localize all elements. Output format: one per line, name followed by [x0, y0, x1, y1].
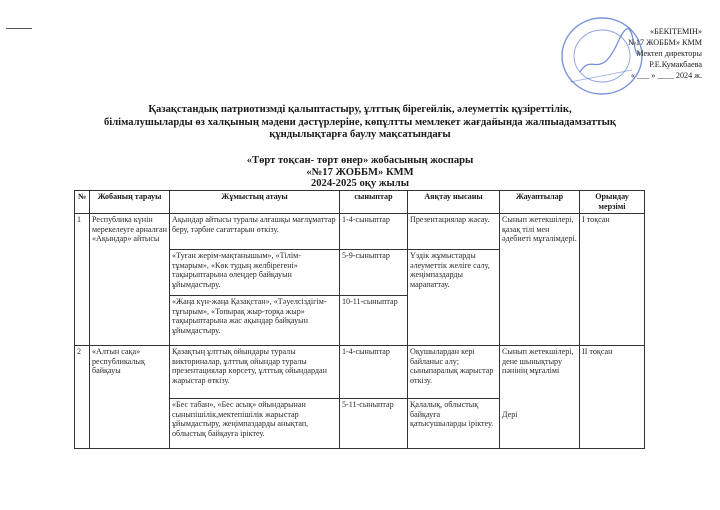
grade-cell: 1-4-сыныптар — [340, 346, 408, 399]
plan-title-line: «№17 ЖОББМ» КММ — [306, 166, 414, 178]
document-heading — [0, 104, 720, 142]
table-header-row — [75, 191, 645, 214]
col-header-term: Орындау мерзімі — [580, 191, 645, 214]
heading-line: білімалушыларды өз халқының мәдени дәстүрлеріне, көпұлтты мемлекет жағдайында жалпыадамзаттық — [104, 116, 616, 128]
row-number: 1 — [75, 214, 90, 346]
col-header-completion: Аяқтау нысаны — [408, 191, 500, 214]
responsible-cell — [500, 346, 580, 449]
approval-line: №17 ЖОББМ» КММ — [628, 38, 702, 47]
table-row — [75, 346, 645, 399]
grade-cell: 5-11-сыныптар — [340, 399, 408, 449]
plan-table — [74, 190, 645, 449]
approval-line: Р.Е.Кумакбаева — [649, 60, 702, 69]
heading-line: құндылықтарға баулу мақсатындағы — [269, 129, 451, 140]
grade-cell: 10-11-сыныптар — [340, 296, 408, 346]
responsible-cell: Сынып жетекшілері, қазақ тілі мен әдебиеті мұғалімдері. — [500, 214, 580, 346]
activity-cell: «Жаңа күн-жаңа Қазақстан», «Тәуелсіздігім-тұғырым», «Топырақ жыр-торқа жыр» тақырыптарына жас ақындар байқауын ұйымдастыру. — [170, 296, 340, 346]
approval-line: « ___ » ____ 2024 ж. — [630, 71, 702, 80]
table-row — [75, 214, 645, 250]
col-header-responsible: Жауаптылар — [500, 191, 580, 214]
col-header-grades: сыныптар — [340, 191, 408, 214]
header-rule — [6, 28, 32, 29]
plan-title-line: «Төрт тоқсан- төрт өнер» жобасының жоспары — [246, 155, 474, 166]
plan-title-line: 2024-2025 оқу жылы — [310, 178, 410, 189]
activity-cell: «Туған жерім-мақтанышым», «Тілім-тұмарым», «Көк тудың желбірегені» тақырыптарына өлеңдер байқауын ұйымдастыру. — [170, 250, 340, 296]
approval-block — [552, 26, 702, 81]
col-header-section: Жобаның тарауы — [90, 191, 170, 214]
responsible-text: Дері — [502, 409, 518, 419]
completion-cell: Қалалық, облыстық байқауға қатысушыларды іріктеу. — [408, 399, 500, 449]
completion-cell: Презентациялар жасау. — [408, 214, 500, 250]
term-cell: І тоқсан — [580, 214, 645, 346]
approval-line: «БЕКІТЕМІН» — [650, 27, 702, 36]
section-cell: Республика күнін мерекелеуге арналған «Ақындар» айтысы — [90, 214, 170, 346]
plan-title — [0, 155, 720, 190]
term-cell: ІІ тоқсан — [580, 346, 645, 449]
activity-cell: Ақындар айтысы туралы алғашқы мағлұматтар беру, тәрбие сағаттарын өткізу. — [170, 214, 340, 250]
heading-line: Қазақстандық патриотизмді қалыптастыру, ұлттық бірегейлік, әлеуметтік құзіреттілік, — [148, 104, 572, 115]
completion-cell: Оқушылардан кері байланыс алу; сыныпаралық жарыстар өткізу. — [408, 346, 500, 399]
approval-line: Мектеп директоры — [636, 49, 702, 58]
grade-cell: 5-9-сыныптар — [340, 250, 408, 296]
activity-cell: Қазақтың ұлттық ойындары туралы викториналар, ұлттық ойындар туралы презентациялар көрсету, ұлттық ойындардан жарыстар өткізу. — [170, 346, 340, 399]
responsible-text: Сынып жетекшілері, дене шынықтыру пәнінің мұғалімі — [502, 347, 574, 376]
row-number: 2 — [75, 346, 90, 449]
section-cell: «Алтын сақа» республикалық байқауы — [90, 346, 170, 449]
completion-cell: Үздік жұмыстарды әлеуметтік желіге салу, жеңімпаздарды марапаттау. — [408, 250, 500, 346]
activity-cell: «Бес табан», «Бес асық» ойындарынан сыныпішілік,мектепішілік жарыстар ұйымдастыру, жеңімпаздарды анықтап, облыстық байқауға іріктеу. — [170, 399, 340, 449]
col-header-num: № — [75, 191, 90, 214]
col-header-activity: Жұмыстың атауы — [170, 191, 340, 214]
grade-cell: 1-4-сыныптар — [340, 214, 408, 250]
